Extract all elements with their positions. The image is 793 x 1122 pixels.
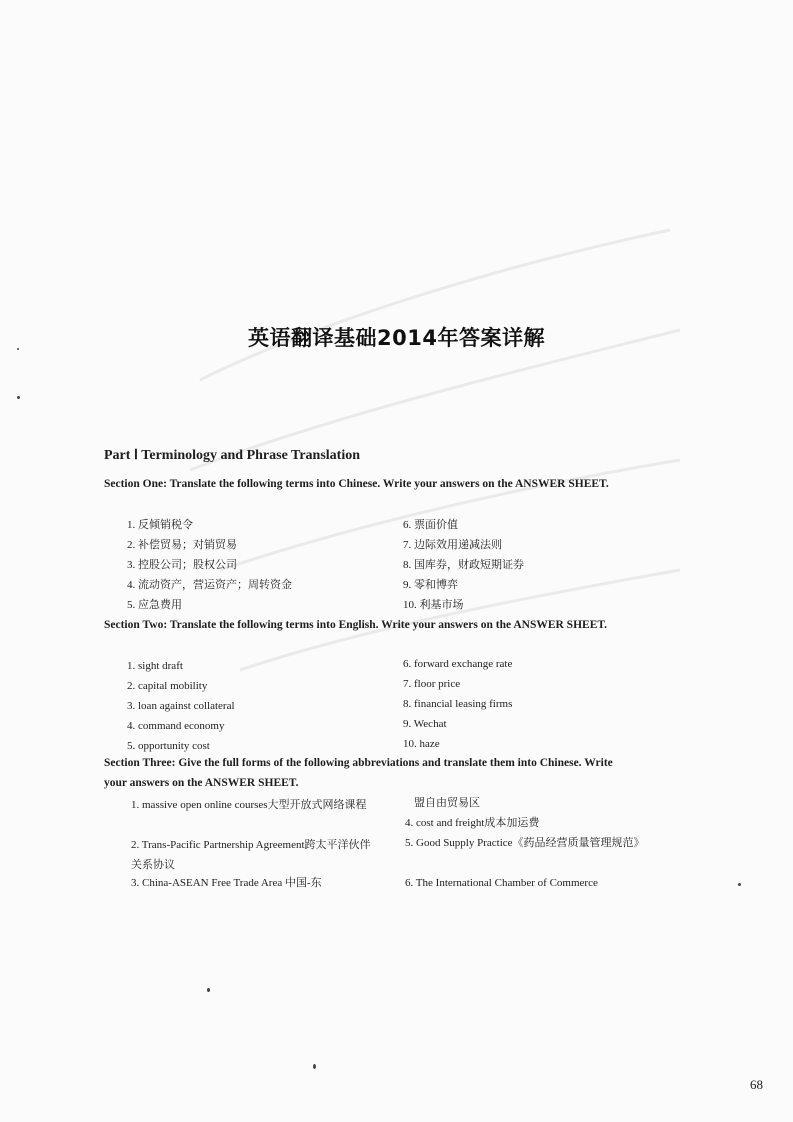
list-item: 5. opportunity cost (127, 740, 210, 752)
list-item: 7. 边际效用递减法则 (403, 539, 502, 551)
list-item: 9. 零和博弈 (403, 579, 458, 591)
scan-speck (207, 988, 210, 992)
list-item: 5. 应急费用 (127, 599, 182, 611)
scan-speck (313, 1064, 316, 1069)
page-number: 68 (750, 1077, 763, 1092)
list-item: 6. 票面价值 (403, 519, 458, 531)
list-item: 1. 反倾销税令 (127, 519, 193, 531)
list-item: 6. The International Chamber of Commerce (405, 877, 598, 889)
scan-speck (17, 396, 20, 399)
list-item: 3. loan against collateral (127, 700, 235, 712)
page-title: 英语翻译基础2014年答案详解 (248, 326, 545, 350)
list-item: 7. floor price (403, 678, 461, 690)
section-three-heading: Section Three: Give the full forms of the following abbreviations and translate them into Chinese. Write your answers on the ANSWER SHEET. (104, 757, 613, 789)
list-item: 2. capital mobility (127, 680, 208, 692)
list-item: 10. 利基市场 (403, 599, 464, 611)
list-item: 3. 控股公司；股权公司 (127, 559, 237, 571)
list-item: 1. sight draft (127, 660, 183, 672)
list-item: 盟自由贸易区 (414, 797, 480, 809)
list-item: 2. 补偿贸易；对销贸易 (127, 539, 237, 551)
list-item: 8. financial leasing firms (403, 698, 513, 710)
list-item: 8. 国库券，财政短期证券 (403, 559, 524, 571)
scan-speck (738, 883, 741, 886)
scan-speck (17, 348, 19, 350)
section-two-heading: Section Two: Translate the following terms into English. Write your answers on the ANSWER SHEET. (104, 619, 608, 631)
list-item: 3. China-ASEAN Free Trade Area 中国-东 (131, 877, 322, 889)
part-heading: Part Ⅰ Terminology and Phrase Translation (104, 448, 361, 463)
list-item: 5. Good Supply Practice《药品经营质量管理规范》 (405, 837, 645, 849)
list-item: 1. massive open online courses大型开放式网络课程 (131, 799, 367, 811)
list-item: 6. forward exchange rate (403, 658, 513, 670)
list-item: 2. Trans-Pacific Partnership Agreement跨太平洋伙伴关系协议 (131, 839, 371, 871)
list-item: 4. command economy (127, 720, 225, 732)
list-item: 4. cost and freight成本加运费 (405, 817, 540, 829)
section-one-heading: Section One: Translate the following terms into Chinese. Write your answers on the ANSWER SHEET. (104, 478, 609, 490)
list-item: 10. haze (403, 738, 440, 750)
list-item: 9. Wechat (403, 718, 447, 730)
list-item: 4. 流动资产，营运资产；周转资金 (127, 579, 292, 591)
